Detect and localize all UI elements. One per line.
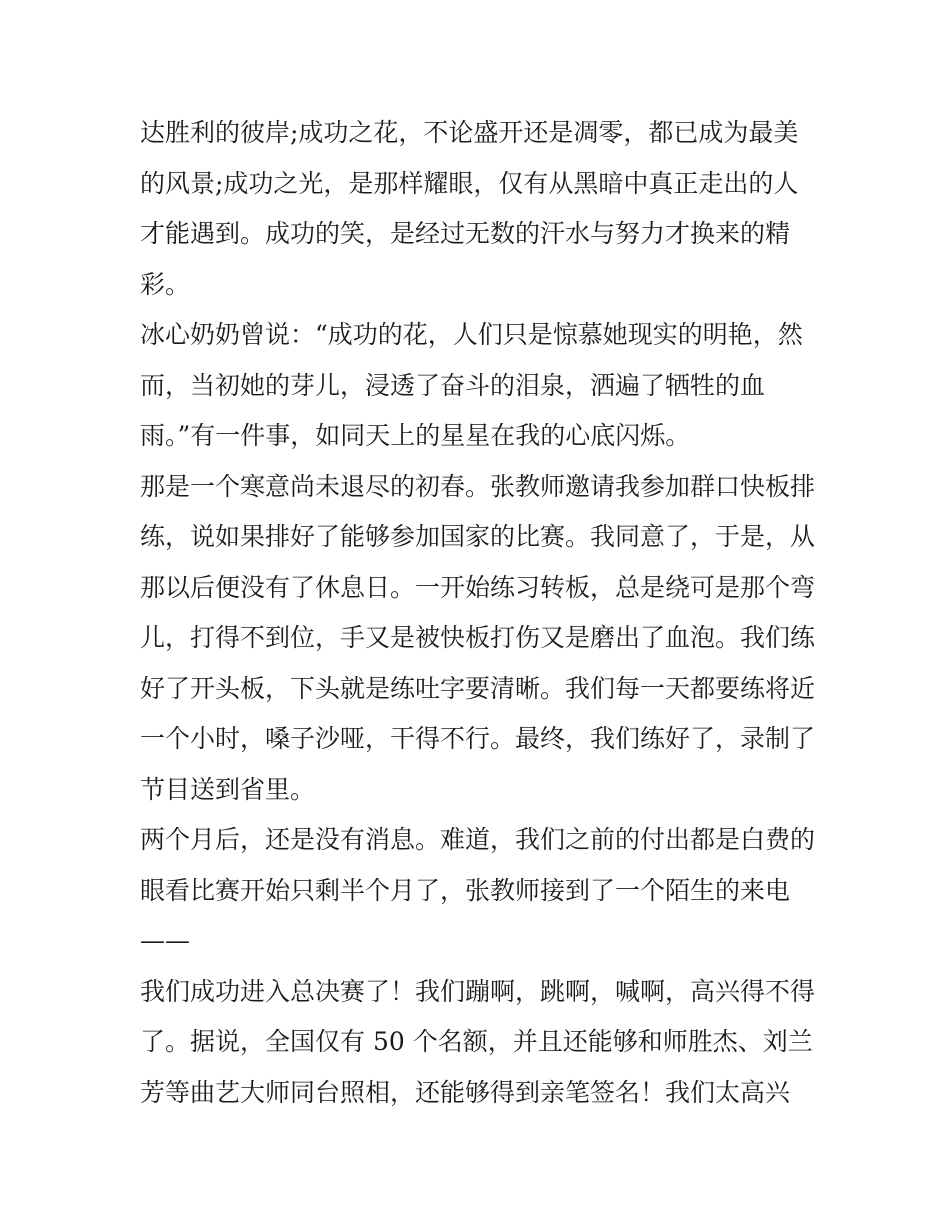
text-line: 眼看比赛开始只剩半个月了，张教师接到了一个陌生的来电	[140, 875, 791, 905]
text-line: 那以后便没有了休息日。一开始练习转板，总是绕可是那个弯	[140, 572, 816, 602]
text-line: 那是一个寒意尚未退尽的初春。张教师邀请我参加群口快板排	[140, 471, 816, 501]
text-line: 冰心奶奶曾说：“成功的花，人们只是惊慕她现实的明艳，然	[140, 320, 803, 349]
text-line: 我们成功进入总决赛了！我们蹦啊，跳啊，喊啊，高兴得不得	[140, 976, 816, 1006]
text-line: 彩。	[140, 269, 191, 299]
text-line: 一个小时，嗓子沙哑，干得不行。最终，我们练好了，录制了	[140, 724, 816, 753]
text-line: 好了开头板，下头就是练吐字要清晰。我们每一天都要练将近	[140, 673, 816, 703]
text-line: 才能遇到。成功的笑，是经过无数的汗水与努力才换来的精	[140, 219, 791, 248]
body-text	[140, 108, 820, 1118]
text-line: 芳等曲艺大师同台照相，还能够得到亲笔签名！我们太高兴	[140, 1077, 791, 1107]
text-line: 的风景;成功之光，是那样耀眼，仅有从黑暗中真正走出的人	[140, 168, 799, 198]
text-line: 儿，打得不到位，手又是被快板打伤又是磨出了血泡。我们练	[140, 623, 816, 652]
text-line: 雨。”有一件事，如同天上的星星在我的心底闪烁。	[140, 421, 691, 450]
text-line: 了。据说，全国仅有 50 个名额，并且还能够和师胜杰、刘兰	[140, 1027, 813, 1056]
text-line: 节目送到省里。	[140, 774, 316, 804]
text-line: 达胜利的彼岸;成功之花，不论盛开还是凋零，都已成为最美	[140, 118, 799, 147]
text-line: 而，当初她的芽儿，浸透了奋斗的泪泉，洒遍了牺牲的血	[140, 370, 766, 400]
text-line: 两个月后，还是没有消息。难道，我们之前的付出都是白费的	[140, 825, 816, 854]
text-line: ——	[140, 926, 190, 955]
text-line: 练，说如果排好了能够参加国家的比赛。我同意了，于是，从	[140, 522, 816, 551]
